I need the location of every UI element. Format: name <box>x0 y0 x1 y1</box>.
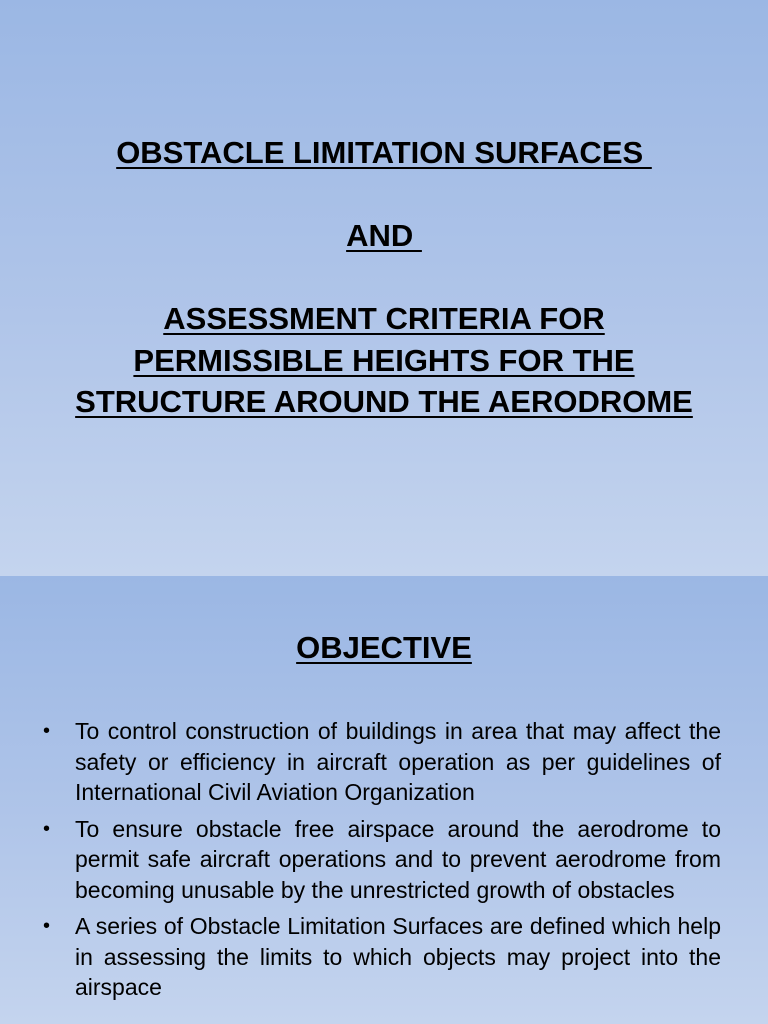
title-line: ASSESSMENT CRITERIA FOR <box>163 301 605 336</box>
bullet-text: A series of Obstacle Limitation Surfaces are defined which help in assessing the limits to which objects may project into the airspace <box>75 913 721 1000</box>
bullet-dot-icon: • <box>43 915 51 937</box>
bullet-item <box>0 911 768 1003</box>
bullet-item <box>0 814 768 906</box>
title-line: AND <box>346 218 422 253</box>
bullet-item <box>0 716 768 808</box>
objective-heading: OBJECTIVE <box>296 630 472 665</box>
title-line: OBSTACLE LIMITATION SURFACES <box>116 135 652 170</box>
bullet-dot-icon: • <box>43 817 51 840</box>
bullet-dot-icon: • <box>43 720 51 742</box>
slide-title <box>0 132 768 423</box>
title-line: PERMISSIBLE HEIGHTS FOR THE <box>133 342 635 378</box>
title-line: STRUCTURE AROUND THE AERODROME <box>75 384 693 419</box>
bullet-text: To control construction of buildings in area that may affect the safety or efficiency in aircraft operation as per guidelines of International Civil Aviation Organization <box>75 718 721 805</box>
bullet-text: To ensure obstacle free airspace around the aerodrome to permit safe aircraft operations and to prevent aerodrome from becoming unusable by the unrestricted growth of obstacles <box>75 815 721 903</box>
bullet-list <box>0 716 768 1009</box>
objective-slide <box>0 576 768 1024</box>
